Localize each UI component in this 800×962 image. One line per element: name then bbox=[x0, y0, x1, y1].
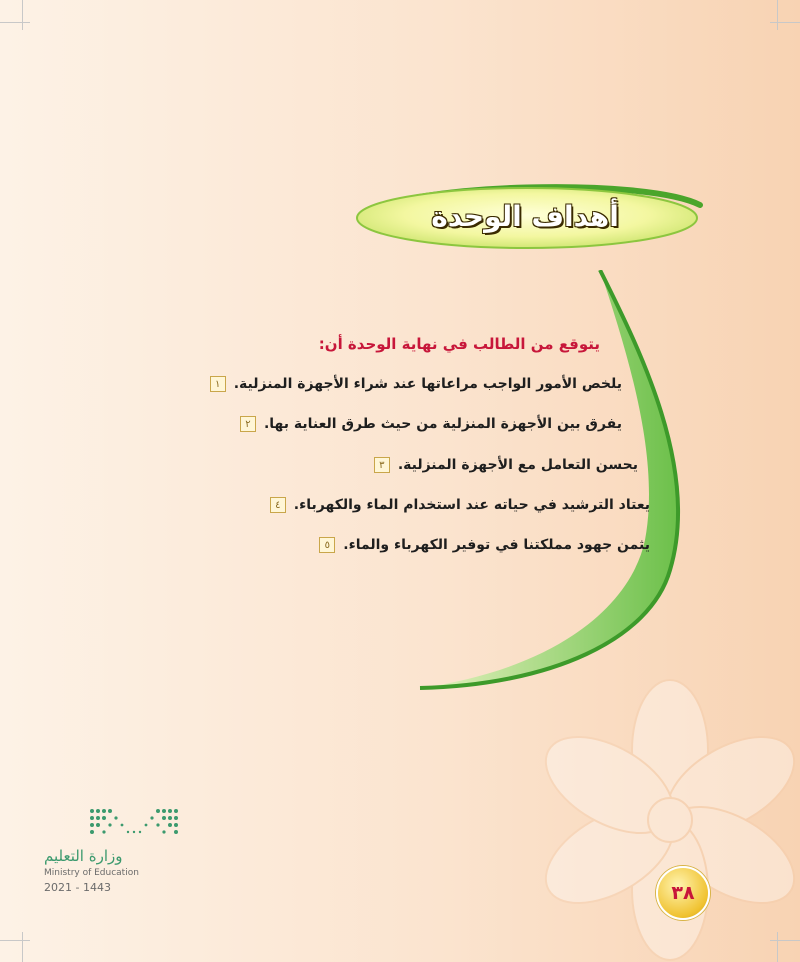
goal-text: يثمن جهود مملكتنا في توفير الكهرباء والماء. bbox=[343, 537, 650, 553]
trim-mark bbox=[777, 0, 778, 30]
goal-number: ٢ bbox=[240, 416, 256, 432]
page-number: ٣٨ bbox=[671, 882, 695, 904]
goal-text: يفرق بين الأجهزة المنزلية من حيث طرق العناية بها. bbox=[263, 416, 622, 432]
trim-mark bbox=[22, 0, 23, 30]
goal-number: ٣ bbox=[374, 457, 390, 473]
goal-number: ١ bbox=[210, 376, 226, 392]
goal-number: ٥ bbox=[319, 537, 335, 553]
goal-item bbox=[374, 457, 638, 473]
goal-item bbox=[319, 537, 650, 553]
goal-item bbox=[210, 376, 622, 392]
goal-number: ٤ bbox=[270, 497, 286, 513]
goal-item bbox=[270, 497, 650, 513]
edition-year: 2021 - 1443 bbox=[44, 881, 111, 894]
goal-item bbox=[240, 416, 622, 432]
unit-title: أهداف الوحدة bbox=[431, 199, 619, 233]
goal-text: يعتاد الترشيد في حياته عند استخدام الماء والكهرباء. bbox=[293, 497, 650, 513]
trim-mark bbox=[0, 22, 30, 23]
objectives-intro: يتوقع من الطالب في نهاية الوحدة أن: bbox=[318, 335, 600, 353]
trim-mark bbox=[0, 940, 30, 941]
trim-mark bbox=[770, 22, 800, 23]
ministry-name-english: Ministry of Education bbox=[44, 868, 139, 878]
goal-text: يلخص الأمور الواجب مراعاتها عند شراء الأجهزة المنزلية. bbox=[233, 376, 622, 392]
ministry-name-arabic: وزارة التعليم bbox=[44, 847, 123, 865]
page-number-badge bbox=[656, 866, 710, 920]
ministry-logo-icon bbox=[88, 805, 180, 835]
goal-text: يحسن التعامل مع الأجهزة المنزلية. bbox=[397, 457, 638, 473]
trim-mark bbox=[22, 932, 23, 962]
